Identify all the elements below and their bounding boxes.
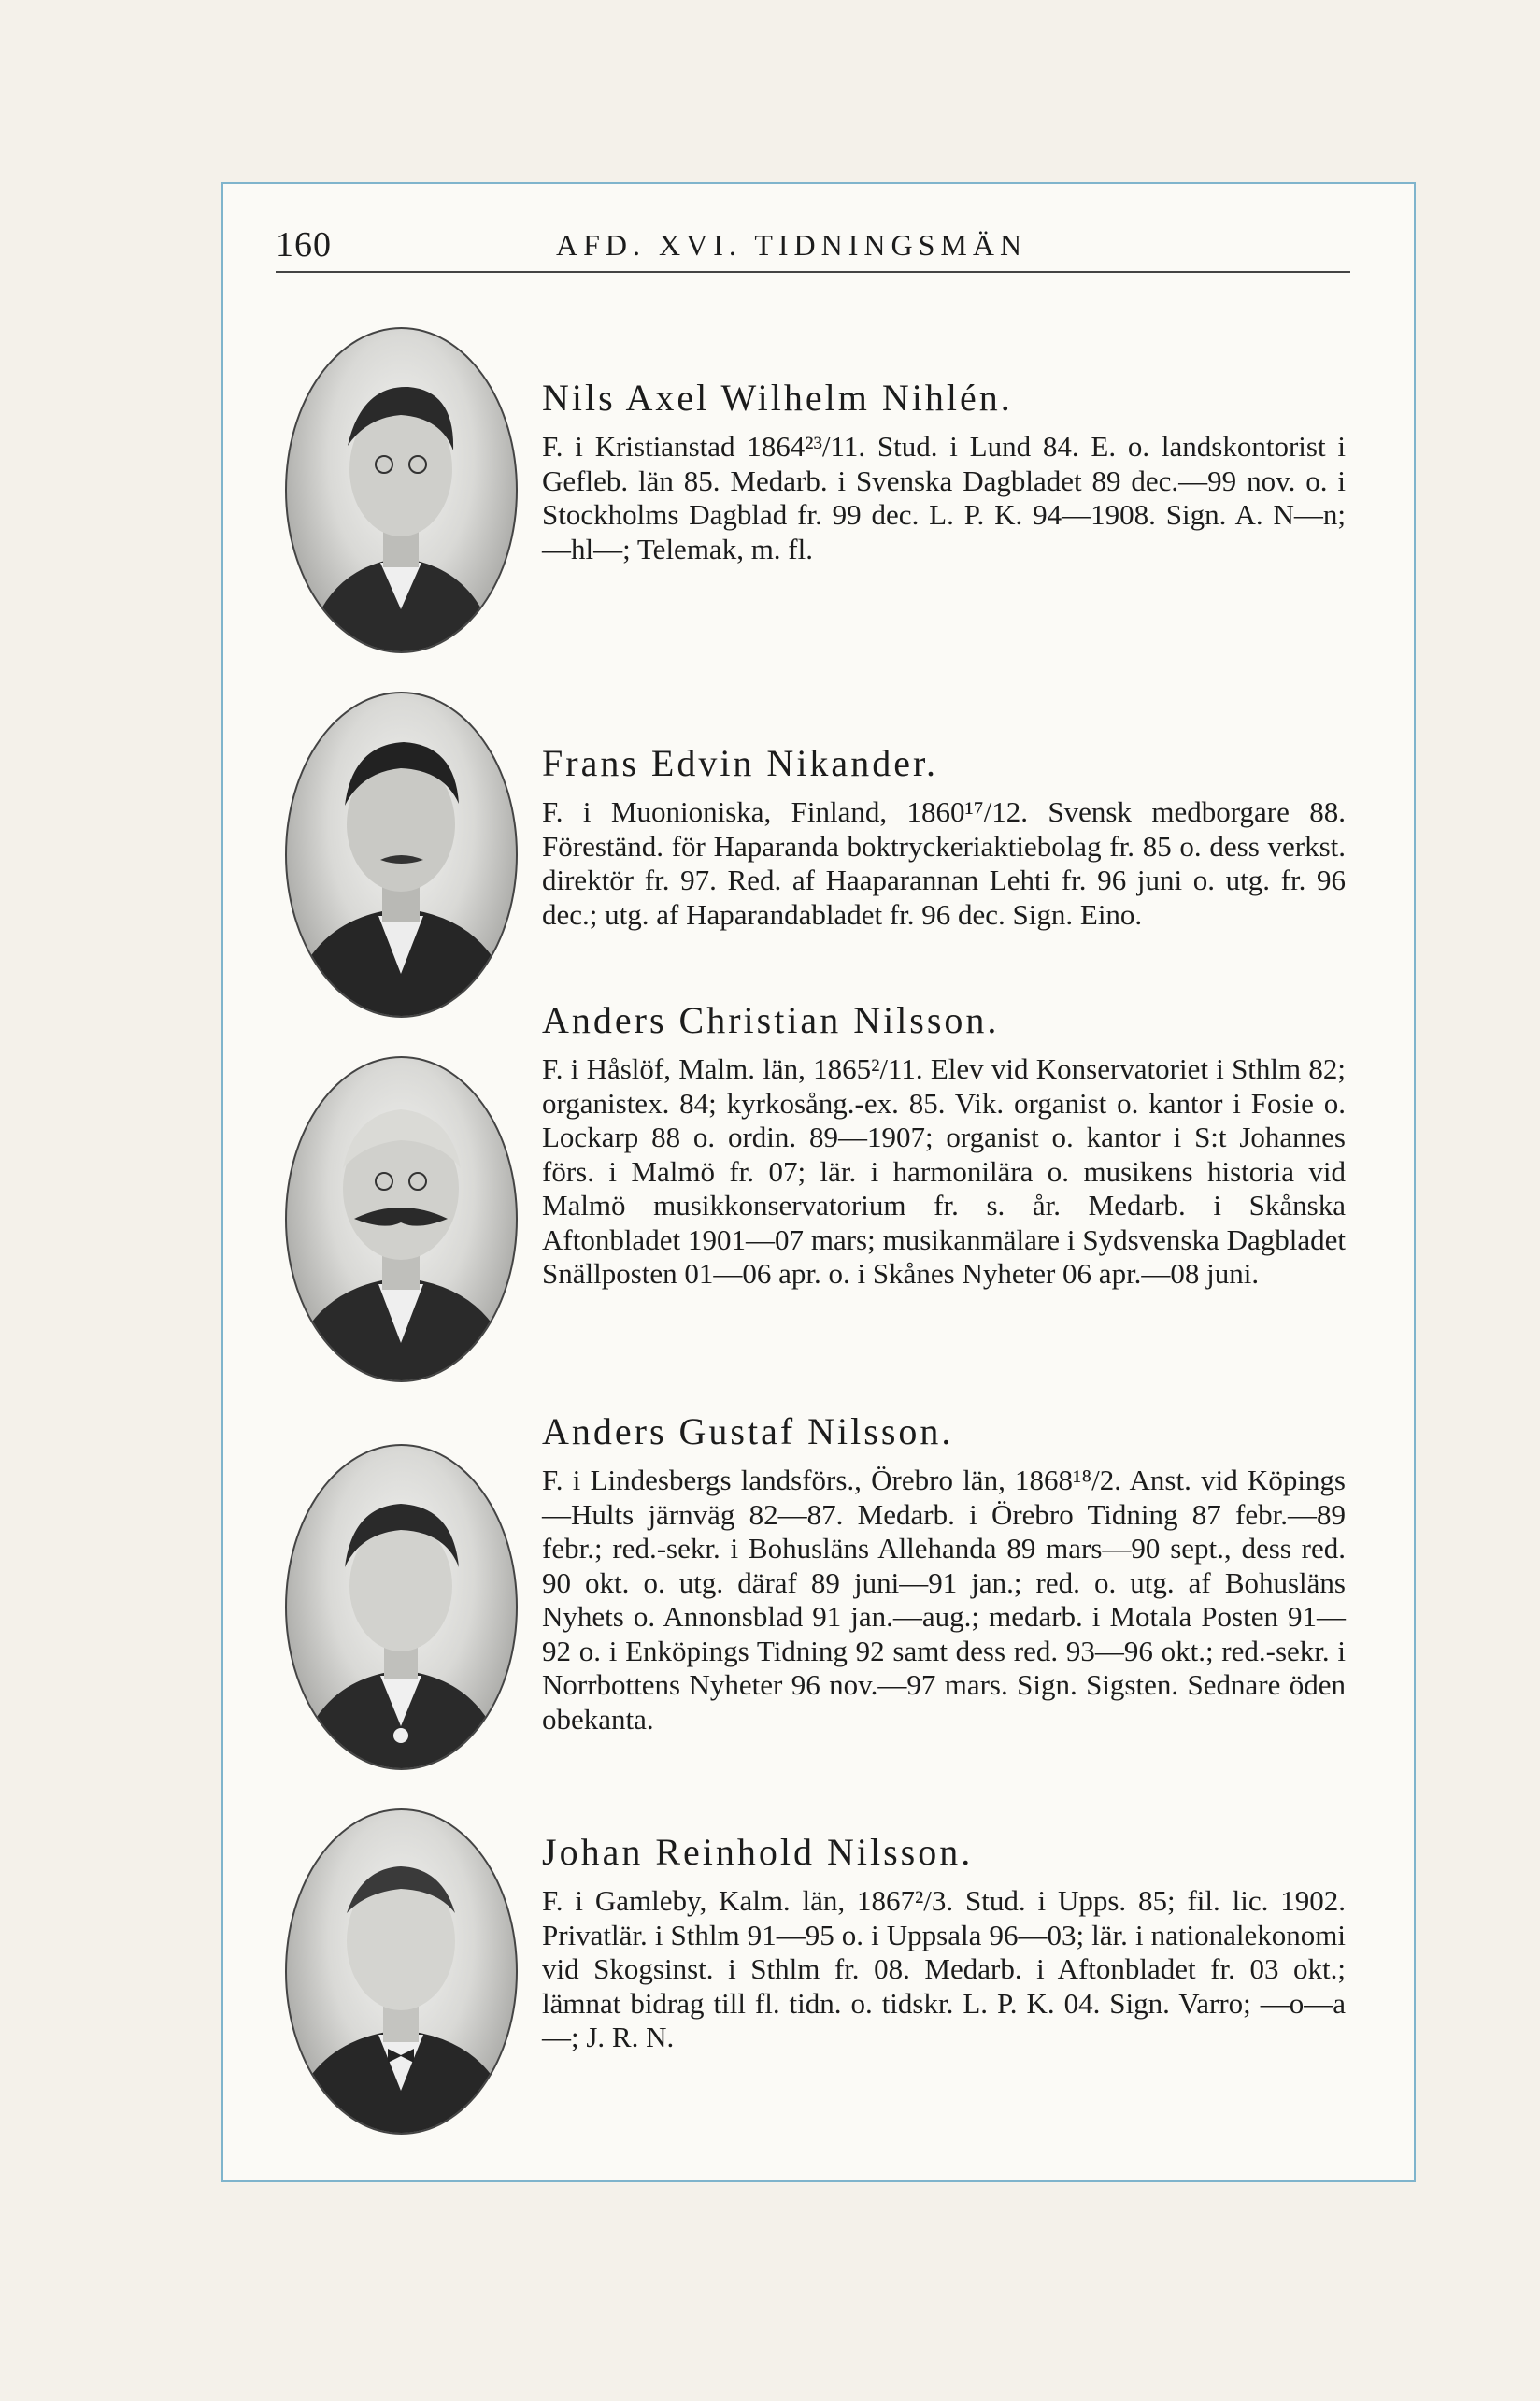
portrait-anders-gustaf-nilsson bbox=[285, 1444, 518, 1770]
entry-johan-reinhold-nilsson bbox=[542, 1830, 1346, 2055]
page-header bbox=[276, 224, 1350, 273]
portrait-photo-nikander bbox=[287, 693, 516, 1016]
portrait-nihlen bbox=[285, 327, 518, 653]
entry-name: Anders Christian Nilsson. bbox=[542, 999, 1000, 1041]
portrait-photo-nihlen bbox=[287, 329, 516, 651]
entry-name: Nils Axel Wilhelm Nihlén. bbox=[542, 377, 1013, 419]
entry-nikander bbox=[542, 741, 1346, 932]
entry-name: Johan Reinhold Nilsson. bbox=[542, 1831, 974, 1873]
portrait-anders-christian-nilsson bbox=[285, 1056, 518, 1382]
entry-body: F. i Håslöf, Malm. län, 1865²/11. Elev vid Konservatoriet i Sthlm 82; organistex. 84; kyrkosång.-ex. 85. Vik. organist o. kantor i Fosie o. Lockarp 88 o. ordin. 89—1907; organist o. kantor i S:t Johannes förs. i Malmö fr. 07; lär. i harmonilära o. musikens historia vid Malmö musikkonservatorium fr. s. år. Medarb. i Skånska Aftonbladet 1901—07 mars; musikanmälare i Sydsvenska Dagbladet Snällposten 01—06 apr. o. i Skånes Nyheter 06 apr.—08 juni. bbox=[542, 1052, 1346, 1290]
portrait-nikander bbox=[285, 692, 518, 1018]
entry-name: Frans Edvin Nikander. bbox=[542, 742, 939, 784]
entry-nihlen bbox=[542, 376, 1346, 566]
entry-anders-christian-nilsson bbox=[542, 998, 1346, 1292]
running-head: AFD. XVI. TIDNINGSMÄN bbox=[556, 228, 1028, 262]
page-number: 160 bbox=[276, 225, 332, 264]
portrait-photo-anders-christian-nilsson bbox=[287, 1058, 516, 1380]
entry-name: Anders Gustaf Nilsson. bbox=[542, 1410, 954, 1452]
portrait-photo-anders-gustaf-nilsson bbox=[287, 1446, 516, 1768]
entry-body: F. i Lindesbergs landsförs., Örebro län, 1868¹⁸/2. Anst. vid Köpings—Hults järnväg 82—87. Medarb. i Örebro Tidning 87 febr.—89 febr.; red.-sekr. i Bohusläns Allehanda 89 mars—90 sept., dess red. 90 okt. o. utg. däraf 89 juni—91 jan.; red. o. utg. af Bohusläns Nyhets o. Annonsblad 91 jan.—aug.; medarb. i Motala Posten 91—92 o. i Enköpings Tidning 92 samt dess red. 93—96 okt.; red.-sekr. i Norrbottens Nyheter 96 nov.—97 mars. Sign. Sigsten. Sednare öden obekanta. bbox=[542, 1464, 1346, 1736]
entry-body: F. i Kristianstad 1864²³/11. Stud. i Lund 84. E. o. landskontorist i Gefleb. län 85. Medarb. i Svenska Dagbladet 89 dec.—99 nov. o. i Stockholms Dagblad fr. 99 dec. L. P. K. 94—1908. Sign. A. N—n; —hl—; Telemak, m. fl. bbox=[542, 430, 1346, 565]
entry-anders-gustaf-nilsson bbox=[542, 1409, 1346, 1736]
portrait-johan-reinhold-nilsson bbox=[285, 1808, 518, 2135]
portrait-photo-johan-reinhold-nilsson bbox=[287, 1810, 516, 2133]
entry-body: F. i Muonioniska, Finland, 1860¹⁷/12. Svensk medborgare 88. Föreständ. för Haparanda boktryckeriaktiebolag fr. 85 o. dess verkst. direktör fr. 97. Red. af Haaparannan Lehti fr. 96 juni o. utg. fr. 96 dec.; utg. af Haparandabladet fr. 96 dec. Sign. Eino. bbox=[542, 795, 1346, 931]
entry-body: F. i Gamleby, Kalm. län, 1867²/3. Stud. i Upps. 85; fil. lic. 1902. Privatlär. i Sthlm 91—95 o. i Uppsala 96—03; lär. i nationalekonomi vid Skogsinst. i Sthlm fr. 08. Medarb. i Aftonbladet fr. 03 okt.; lämnat bidrag till fl. tidn. o. tidskr. L. P. K. 04. Sign. Varro; —o—a—; J. R. N. bbox=[542, 1884, 1346, 2053]
